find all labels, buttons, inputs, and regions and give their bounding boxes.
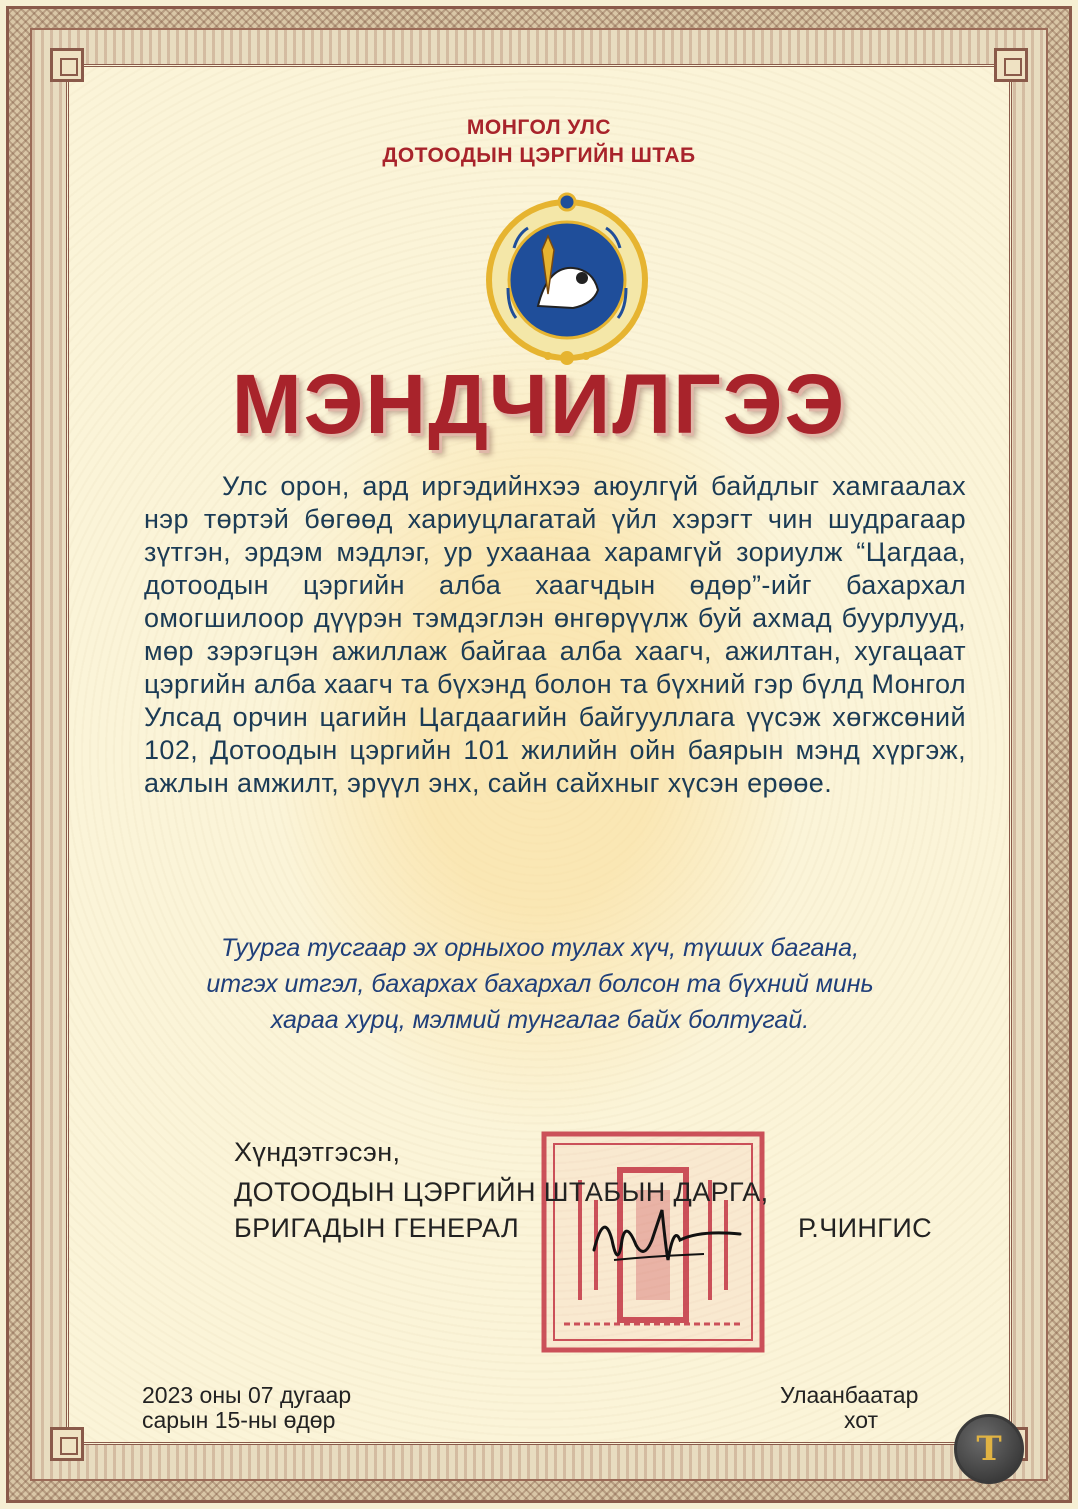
header-country: МОНГОЛ УЛС (466, 116, 612, 139)
document-place: Улаанбаатар (780, 1382, 919, 1408)
header-organization: ДОТООДЫН ЦЭРГИЙН ШТАБ (382, 144, 696, 167)
document-place: хот (844, 1407, 879, 1433)
wish-line: Туурга тусгаар эх орныхоо тулах хүч, түших багана, (220, 934, 860, 962)
signer-rank: БРИГАДЫН ГЕНЕРАЛ (234, 1213, 520, 1243)
app-logo-icon[interactable] (954, 1414, 1024, 1484)
document-date: сарын 15-ны өдөр (142, 1407, 336, 1433)
signer-name: Р.ЧИНГИС (798, 1213, 933, 1243)
corner-ornament (994, 48, 1028, 82)
app-logo-letter: T (976, 1429, 1002, 1469)
document-date: 2023 оны 07 дугаар (142, 1382, 352, 1408)
signer-position: ДОТООДЫН ЦЭРГИЙН ШТАБЫН ДАРГА, (234, 1177, 769, 1207)
wish-text (120, 930, 960, 1038)
wish-line: итгэх итгэл, бахархах бахархал болсон та бүхний минь (206, 970, 874, 998)
corner-ornament (50, 48, 84, 82)
corner-ornament (50, 1427, 84, 1461)
emblem-icon (478, 188, 656, 366)
document-title: МЭНДЧИЛГЭЭ (231, 357, 847, 451)
greeting-body: Улс орон, ард иргэдийнхээ аюулгүй байдлыг хамгаалах нэр төртэй бөгөөд хариуцлагатай үйл хэрэгт чин шудрагаар зүтгэн, эрдэм мэдлэг, ур ухаанаа харамгүй зориулж “Цагдаа, дотоодын цэргийн алба хаагчдын өдөр”-ийг бахархал омогшилоор дүүрэн тэмдэглэн өнгөрүүлж буй ахмад буурлууд, мөр зэрэгцэн ажиллаж байгаа алба хаагч, ажилтан, хугацаат цэргийн алба хаагч та бүхэнд болон та бүхний гэр бүлд Монгол Улсад орчин цагийн Цагдаагийн байгууллага үүсэж хөгжсөний 102, Дотоодын цэргийн 101 жилийн ойн баярын мэнд хүргэж, ажлын амжилт, эрүүл энх, сайн сайхныг хүсэн ерөөе. (144, 471, 966, 798)
wish-line: хараа хурц, мэлмий тунгалаг байх болтугай. (270, 1006, 810, 1034)
signature-greeting: Хүндэтгэсэн, (234, 1137, 401, 1167)
